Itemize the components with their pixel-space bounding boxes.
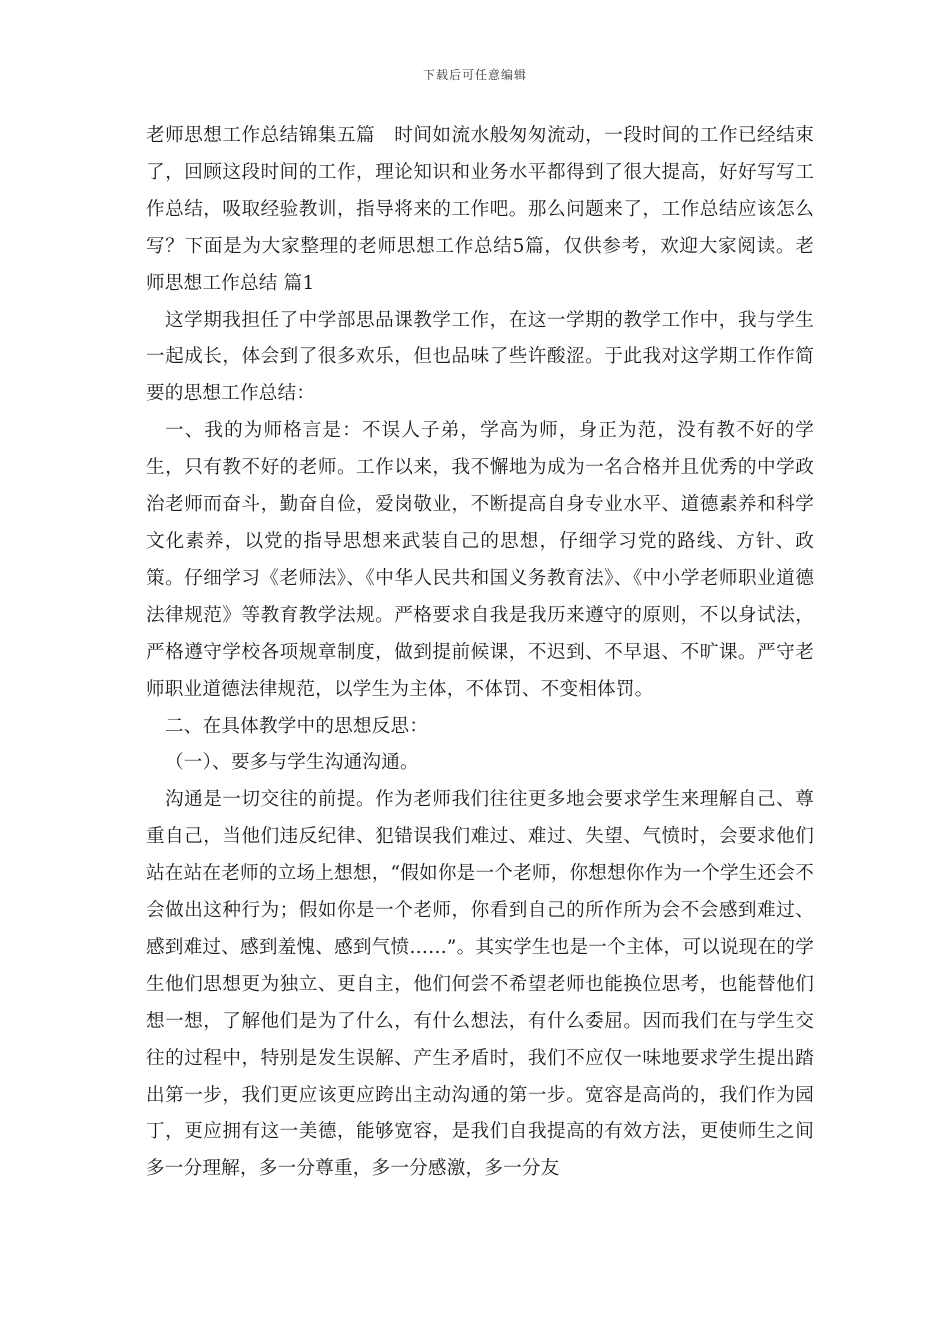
body-paragraph: 沟通是一切交往的前提。作为老师我们往往更多地会要求学生来理解自己、尊重自己，当他们违反纪律、犯错误我们难过、难过、失望、气愤时，会要求他们站在站在老师的立场上想想，“假如你是一个老师，你想想你作为一个学生还会不会做出这种行为；假如你是一个老师，你看到自己的所作所为会不会感到难过、感到难过、感到羞愧、感到气愤……”。其实学生也是一个主体，可以说现在的学生他们思想更为独立、更自主，他们何尝不希望老师也能换位思考，也能替他们想一想，了解他们是为了什么，有什么想法，有什么委屈。因而我们在与学生交往的过程中，特别是发生误解、产生矛盾时，我们不应仅一味地要求学生提出踏出第一步，我们更应该更应跨出主动沟通的第一步。宽容是高尚的，我们作为园丁，更应拥有这一美德，能够宽容，是我们自我提高的有效方法，更使师生之间多一分理解，多一分尊重，多一分感激，多一分友 — [146, 789, 814, 1180]
document-body — [146, 118, 814, 1188]
body-paragraph: 一、我的为师格言是：不误人子弟，学高为师，身正为范，没有教不好的学生，只有教不好的老师。工作以来，我不懈地为成为一名合格并且优秀的中学政治老师而奋斗，勤奋自俭，爱岗敬业，不断提高自身专业水平、道德素养和科学文化素养，以党的指导思想来武装自己的思想，仔细学习党的路线、方针、政策。仔细学习《老师法》、《中华人民共和国义务教育法》、《中小学老师职业道德法律规范》等教育教学法规。严格要求自我是我历来遵守的原则，不以身试法，严格遵守学校各项规章制度，做到提前候课，不迟到、不早退、不旷课。严守老师职业道德法律规范，以学生为主体，不体罚、不变相体罚。 — [146, 420, 814, 700]
section-heading: 二、在具体教学中的思想反思： — [165, 715, 429, 737]
subsection-heading: （一）、要多与学生沟通沟通。 — [165, 752, 419, 774]
intro-paragraph: 老师思想工作总结锦集五篇 时间如流水般匆匆流动，一段时间的工作已经结束了，回顾这段时间的工作，理论知识和业务水平都得到了很大提高，好好写写工作总结，吸取经验教训，指导将来的工作吧。那么问题来了，工作总结应该怎么写？下面是为大家整理的老师思想工作总结5篇，仅供参考，欢迎大家阅读。老师思想工作总结 篇1 — [146, 125, 814, 294]
body-paragraph: 这学期我担任了中学部思品课教学工作，在这一学期的教学工作中，我与学生一起成长，体会到了很多欢乐，但也品味了些许酸涩。于此我对这学期工作作简要的思想工作总结： — [146, 309, 814, 405]
page-header: 下载后可任意编辑 — [422, 68, 527, 82]
